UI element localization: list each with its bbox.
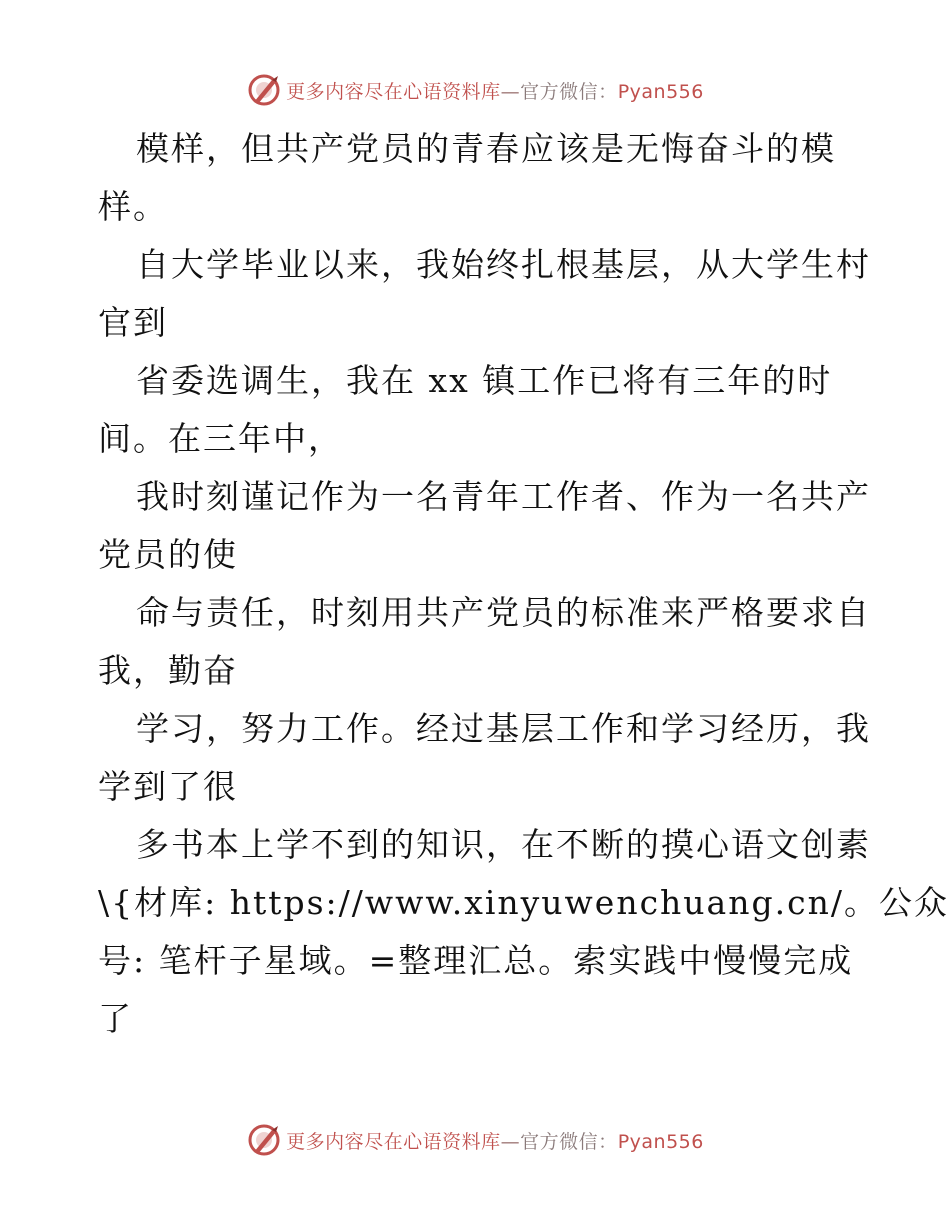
header-banner-inner <box>246 72 704 108</box>
body-line: 党员的使 <box>98 535 238 574</box>
body-line: 了 <box>98 999 133 1038</box>
footer-separator: — <box>500 1130 521 1153</box>
body-line: 我，勤奋 <box>98 651 238 690</box>
body-line: 命与责任，时刻用共产党员的标准来严格要求自 <box>136 593 871 632</box>
footer-contact-label: 官方微信： <box>520 1130 618 1153</box>
header-banner-text <box>286 77 704 104</box>
footer-brand: 更多内容尽在心语资料库 <box>286 1130 501 1153</box>
document-body <box>98 120 949 1048</box>
quill-logo-icon <box>246 72 282 108</box>
footer-banner-text <box>286 1127 704 1154</box>
body-line: 间。在三年中， <box>98 419 343 458</box>
body-line: 官到 <box>98 303 168 342</box>
body-line: 多书本上学不到的知识，在不断的摸心语文创素 <box>136 825 871 864</box>
header-brand: 更多内容尽在心语资料库 <box>286 80 501 103</box>
header-banner <box>0 70 950 110</box>
body-line: 自大学毕业以来，我始终扎根基层，从大学生村 <box>136 245 871 284</box>
footer-wechat-id: Pyan556 <box>617 1130 704 1153</box>
header-contact-label: 官方微信： <box>520 80 618 103</box>
body-line: \{材库: https://www.xinyuwenchuang.cn/。公众 <box>98 883 949 922</box>
footer-banner <box>0 1120 950 1160</box>
body-line: 省委选调生，我在 xx 镇工作已将有三年的时 <box>136 361 833 400</box>
body-line: 模样，但共产党员的青春应该是无悔奋斗的模 <box>136 129 836 168</box>
header-wechat-id: Pyan556 <box>617 80 704 103</box>
header-separator: — <box>500 80 521 103</box>
body-line: 我时刻谨记作为一名青年工作者、作为一名共产 <box>136 477 871 516</box>
body-line: 样。 <box>98 187 168 226</box>
footer-banner-inner <box>246 1122 704 1158</box>
quill-logo-icon <box>246 1122 282 1158</box>
body-line: 号: 笔杆子星域。=整理汇总。索实践中慢慢完成 <box>98 941 854 980</box>
body-line: 学到了很 <box>98 767 238 806</box>
body-line: 学习，努力工作。经过基层工作和学习经历，我 <box>136 709 871 748</box>
